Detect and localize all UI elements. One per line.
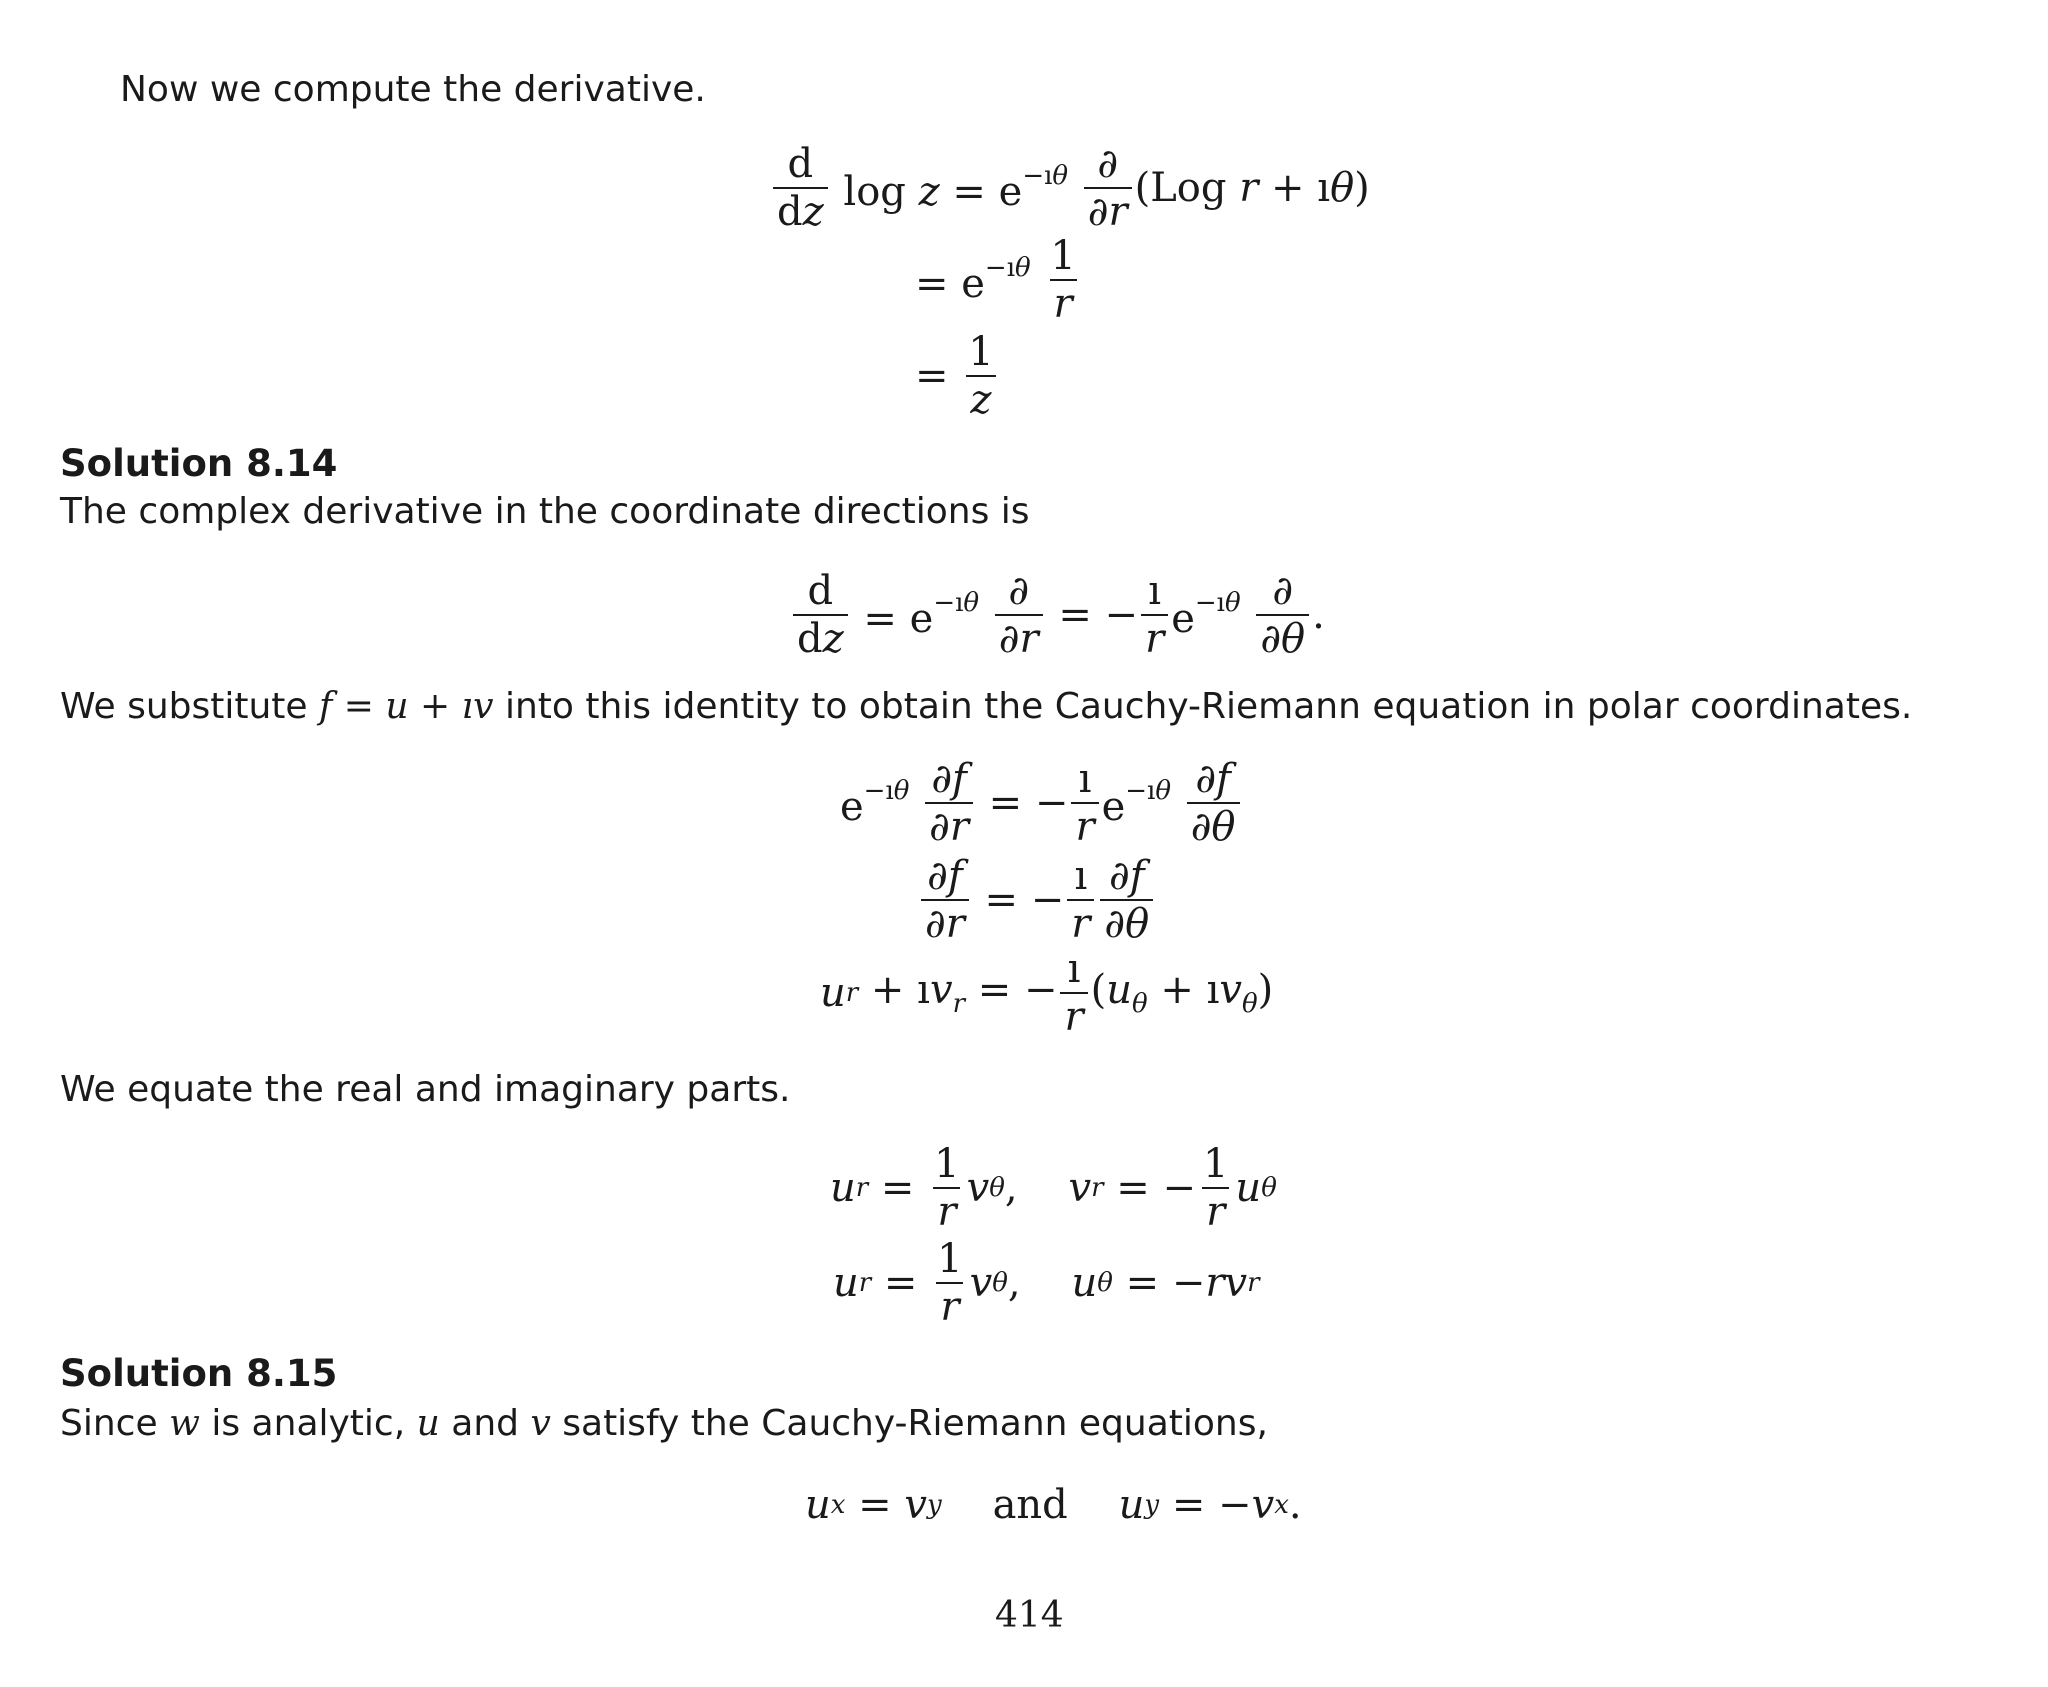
ri-line-2: u r = $\frac{1}{r}$ v θ , u θ = −r v r [833,1236,1260,1330]
solution-8-14-heading: Solution 8.14 [60,442,338,485]
cr-line-3: u r + $ıv_r$ = − $\frac{ı}{r}$ ($u_\theta$ + $ıv_\theta$) [820,946,1274,1040]
p1-satisfy: satisfy the Cauchy-Riemann equations, [562,1403,1268,1444]
intro-text: Now we compute the derivative. [120,69,706,110]
p1-since: Since [60,1403,158,1444]
polar-derivative-equation: $\frac{d}{dz}$ = $e^{-ı\theta}$ $\frac{\partial}{\partial r}$ = − $\frac{ı}{r}$ $e^{-ı\theta}$ $\frac{\partial}{\partial\theta}$ . [790,565,1325,665]
p2-before: We substitute [60,686,308,727]
sol814-paragraph-2 [60,685,1912,729]
p2-math: f = u + ıv [319,686,494,727]
solution-8-15-heading: Solution 8.15 [60,1352,338,1395]
p2-after: into this identity to obtain the Cauchy-Riemann equation in polar coordinates. [504,686,1913,727]
log-eq-line-3: = $\frac{1}{z}$ [915,329,994,423]
p1-v: v [530,1403,551,1444]
sol814-paragraph-3: We equate the real and imaginary parts. [60,1069,791,1110]
ri-line-1: u r = $\frac{1}{r}$ v θ , v r = − $\frac{1}{r}$ u θ [830,1141,1277,1235]
sol815-paragraph-1 [60,1402,1268,1446]
p1-and: and [451,1403,519,1444]
log-eq-line-1: $\frac{d}{dz}$ $\log z = e^{-ı\theta}$ $\frac{\partial}{\partial r}$ (Log r + ıθ) [770,140,1370,236]
sol814-paragraph-1: The complex derivative in the coordinate directions is [60,491,1030,532]
p1-analytic: is analytic, [211,1403,406,1444]
page-number: 414 [995,1595,1064,1636]
log-eq-line-2: = $e^{-ı\theta}$ $\frac{1}{r}$ [915,233,1076,327]
p1-w: w [169,1403,200,1444]
cr-line-1: $e^{-ı\theta}$ $\frac{\partial f}{\partial r}$ = − $\frac{ı}{r}$ $e^{-ı\theta}$ $\frac{\partial f}{\partial\theta}$ [840,755,1243,851]
cr-line-2: $\frac{\partial f}{\partial r}$ = − $\frac{ı}{r}$ $\frac{\partial f}{\partial\theta}$ [918,852,1156,948]
cauchy-riemann-cartesian-equation: u x = v y and u y = − v x . [805,1482,1302,1528]
eq-and-word: and [992,1482,1068,1528]
p1-u: u [416,1403,440,1444]
